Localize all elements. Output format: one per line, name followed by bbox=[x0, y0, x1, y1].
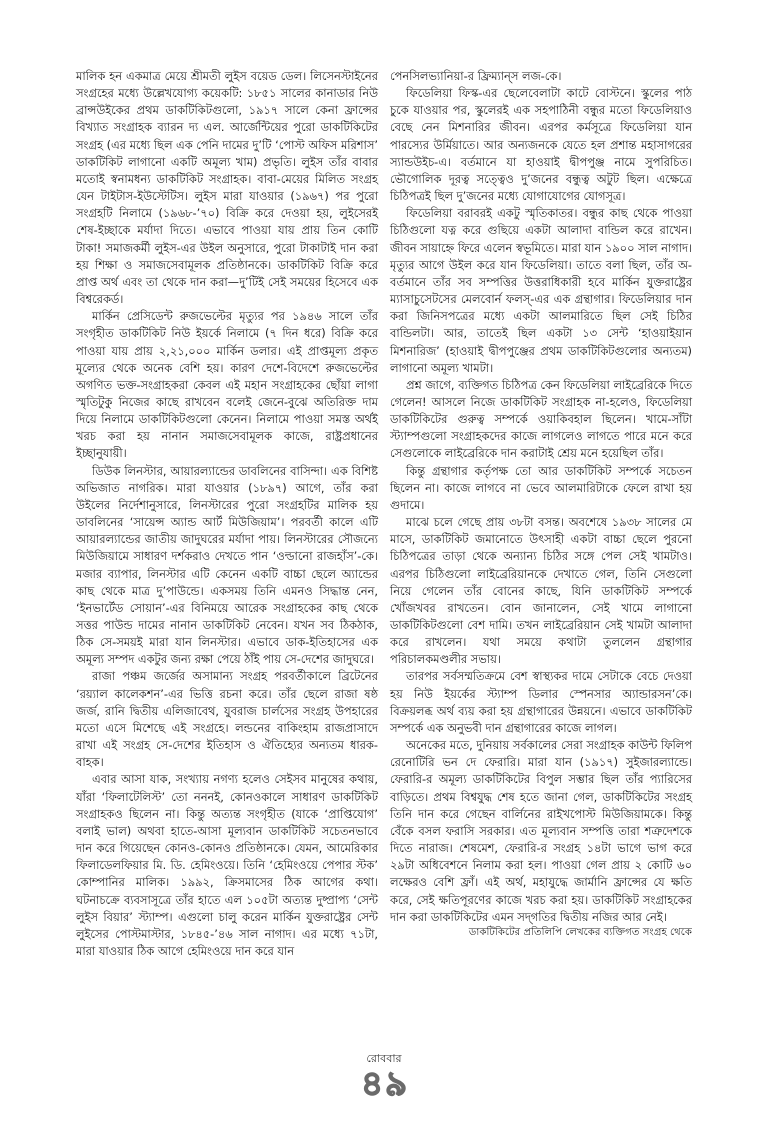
magazine-name: রোববার bbox=[366, 1052, 402, 1065]
article-column-right bbox=[390, 68, 692, 940]
page-number: ৪৯ bbox=[360, 1064, 410, 1104]
article-paragraph: মাঝে চলে গেছে প্রায় ৩৮টা বসন্ত। অবশেষে ১৯৩৮ সালের মে মাসে, ডাকটিকিট জমানোতে উৎসাহী একটা বাচ্চা ছেলে পুরনো চিঠিপত্রের তাড়া থেকে অন্যান্য চিঠির সঙ্গে পেল সেই খামটাও। এরপর চিঠিগুলো লাইব্রেরিয়ানকে দেখাতে গেল, তিনি সেগুলো নিয়ে গেলেন তাঁর বোনের কাছে, যিনি ডাকটিকিট সম্পর্কে খোঁজখবর রাখতেন। বোন জানালেন, সেই খামে লাগানো ডাকটিকিটগুলো বেশ দামি। তখন লাইব্রেরিয়ান সেই খামটা আলাদা করে রাখলেন। যথা সময়ে কথাটা তুললেন গ্রন্থাগার পরিচালকমণ্ডলীর সভায়। bbox=[390, 515, 692, 667]
article-paragraph: অনেকের মতে, দুনিয়ায় সর্বকালের সেরা সংগ্রাহক কাউন্ট ফিলিপ রেনোটিরি ভন দে ফেরারি। মারা যান (১৯১৭) সুইজারল্যান্ডে। ফেরারি-র অমূল্য ডাকটিকিটের বিপুল সম্ভার ছিল তাঁর প্যারিসের বাড়িতে। প্রথম বিশ্বযুদ্ধ শেষ হতে জানা গেল, ডাকটিকিটের সংগ্রহ তিনি দান করে গেছেন বার্লিনের রাইখপোস্ট মিউজিয়ামকে। কিন্তু বেঁকে বসল ফরাসি সরকার। এত মূল্যবান সম্পত্তি তারা শত্রুদেশকে দিতে নারাজ। শেষমেশ, ফেরারি-র সংগ্রহ ১৪টা ভাগে ভাগ করে ২৯টা অধিবেশনে নিলাম করা হল। পাওয়া গেল প্রায় ২ কোটি ৬০ লক্ষেরও বেশি ফ্রাঁ। এই অর্থ, মহাযুদ্ধে জার্মানি ফ্রান্সের যে ক্ষতি করে, সেই ক্ষতিপূরণের কাজে খরচ করা হয়। ডাকটিকিট সংগ্রাহকের দান করা ডাকটিকিটের এমন সদ্‌গতির দ্বিতীয় নজির আর নেই। bbox=[390, 738, 692, 924]
article-paragraph: রাজা পঞ্চম জর্জের অসামান্য সংগ্রহ পরবর্তীকালে ব্রিটেনের ‘রয়্যাল কালেকশন’-এর ভিত্তি রচনা করে। তাঁর ছেলে রাজা ষষ্ঠ জর্জ, রানি দ্বিতীয় এলিজাবেথ, যুবরাজ চার্লসের সংগ্রহ উপহারের মতো এসে মিশেছে এই সংগ্রহে। লন্ডনের বাকিংহাম রাজপ্রাসাদে রাখা এই সংগ্রহ সে-দেশের ইতিহাস ও ঐতিহ্যের অন্যতম ধারক-বাহক। bbox=[76, 669, 378, 770]
article-paragraph: মালিক হন একমাত্র মেয়ে শ্রীমতী লুইস বয়েড ডেল। লিসেনস্টাইনের সংগ্রহের মধ্যে উল্লেখযোগ্য কয়েকটি: ১৮৫১ সালের কানাডার নিউ ব্রান্সউইকের প্রথম ডাকটিকিটগুলো, ১৯১৭ সালে কেনা ফ্রান্সের বিখ্যাত সংগ্রাহক ব্যারন দ্য এল. আর্জেন্টিয়ের পুরো ডাকটিকিটের সংগ্রহ (এর মধ্যে ছিল এক পেনি দামের দু’টি ‘পোস্ট অফিস মরিশাস’ ডাকটিকিট লাগানো একটি অমূল্য খাম) প্রভৃতি। লুইস তাঁর বাবার মতোই স্বনামধন্য ডাকটিকিট সংগ্রাহক। বাবা-মেয়ের মিলিত সংগ্রহ যেন টাইটাস-ইউস্টেটিস। লুইস মারা যাওয়ার (১৯৬৭) পর পুরো সংগ্রহটি নিলামে (১৯৬৮-’৭০) বিক্রি করে দেওয়া হয়, লুইসেরই শেষ-ইচ্ছাকে মর্যাদা দিতে। এভাবে পাওয়া যায় প্রায় তিন কোটি টাকা! সমাজকর্মী লুইস-এর উইল অনুসারে, পুরো টাকাটাই দান করা হয় শিক্ষা ও সমাজসেবামূলক প্রতিষ্ঠানকে। ডাকটিকিট বিক্রি করে প্রাপ্ত অর্থ এবং তা থেকে দান করা—দু’টিই সেই সময়ের হিসেবে এক বিশ্বরেকর্ড। bbox=[76, 69, 378, 307]
article-paragraph: মার্কিন প্রেসিডেন্ট রুজভেল্টের মৃত্যুর পর ১৯৪৬ সালে তাঁর সংগৃহীত ডাকটিকিট নিউ ইয়র্কে নিলামে (৭ দিন ধরে) বিক্রি করে পাওয়া যায় প্রায় ২,২১,০০০ মার্কিন ডলার। এই প্রাপ্তমূল্য প্রকৃত মূল্যের থেকে অনেক বেশি হয়। কারণ দেশে-বিদেশে রুজভেল্টের অগণিত ভক্ত-সংগ্রাহকরা কেবল এই মহান সংগ্রাহকের ছোঁয়া লাগা স্মৃতিটুকু নিজের কাছে রাখবেন বলেই জেনে-বুঝে অতিরিক্ত দাম দিয়ে নিলামে ডাকটিকিটগুলো কেনেন। নিলামে পাওয়া সমস্ত অর্থই খরচ করা হয় নানান সমাজসেবামূলক কাজে, রাষ্ট্রপ্রধানের ইচ্ছানুযায়ী। bbox=[76, 309, 378, 461]
article-paragraph: ফিডেলিয়া ফিস্ক-এর ছেলেবেলাটা কাটে বোস্টনে। স্কুলের পাঠ চুকে যাওয়ার পর, স্কুলেরই এক সহপাঠিনী বন্ধুর মতো ফিডেলিয়াও বেছে নেন মিশনারির জীবন। এরপর কর্মসূত্রে ফিডেলিয়া যান পারস্যের উর্মিয়াতে। আর অন্যজনকে যেতে হল প্রশান্ত মহাসাগরের স্যান্ডউইচ-এ। বর্তমানে যা হাওয়াই দ্বীপপুঞ্জ নামে সুপরিচিত। ভৌগোলিক দূরত্ব সত্ত্বেও দু’জনের বন্ধুত্ব অটুট ছিল। এক্ষেত্রে চিঠিপত্রই ছিল দু’জনের মধ্যে যোগাযোগের যোগসূত্র। bbox=[390, 86, 692, 204]
article-paragraph: ফিডেলিয়া বরাবরই একটু স্মৃতিকাতর। বন্ধুর কাছ থেকে পাওয়া চিঠিগুলো যত্ন করে গুছিয়ে একটা আলাদা বান্ডিল করে রাখেন। জীবন সায়াহ্নে ফিরে এলেন স্বভূমিতে। মারা যান ১৯০০ সাল নাগাদ। মৃত্যুর আগে উইল করে যান ফিডেলিয়া। তাতে বলা ছিল, তাঁর অ-বর্তমানে তাঁর সব সম্পত্তির উত্তরাধিকারী হবে মার্কিন যুক্তরাষ্ট্রের ম্যাসাচুসেটসের মেলবোর্ন ফলস্-এর এক গ্রন্থাগার। ফিডেলিয়ার দান করা জিনিসপত্রের মধ্যে একটা আলমারিতে ছিল সেই চিঠির বান্ডিলটা। আর, তাতেই ছিল একটা ১৩ সেন্ট ‘হাওয়াইয়ান মিশনারিজ’ (হাওয়াই দ্বীপপুঞ্জের প্রথম ডাকটিকিটগুলোর অন্যতম) লাগানো অমূল্য খামটা। bbox=[390, 206, 692, 375]
article-paragraph: প্রশ্ন জাগে, ব্যক্তিগত চিঠিপত্র কেন ফিডেলিয়া লাইব্রেরিকে দিতে গেলেন! আসলে নিজে ডাকটিকিট সংগ্রাহক না-হলেও, ফিডেলিয়া ডাকটিকিটের গুরুত্ব সম্পর্কে ওয়াকিবহাল ছিলেন। খামে-সাঁটা স্ট্যাম্পগুলো সংগ্রাহকদের কাজে লাগলেও লাগতে পারে মনে করে সেগুলোকে লাইব্রেরিকে দান করাটাই শ্রেয় মনে হয়েছিল তাঁর। bbox=[390, 377, 692, 461]
article-column-left bbox=[76, 68, 378, 960]
article-paragraph: পেনসিলভ্যানিয়া-র ফ্রিম্যান্‌স লজ-কে। bbox=[390, 69, 562, 83]
article-paragraph: এবার আসা যাক, সংখ্যায় নগণ্য হলেও সেইসব মানুষের কথায়, যাঁরা ‘ফিলাটেলিস্ট’ তো নননই, কোনওকালে সাধারণ ডাকটিকিট সংগ্রাহকও ছিলেন না। কিন্তু অত্যন্ত সংগৃহীত (যাকে ‘প্রাপ্তিযোগ’ বলাই ভাল) অথবা হাতে-আসা মূল্যবান ডাকটিকিট সচেতনভাবে দান করে গিয়েছেন কোনও-কোনও প্রতিষ্ঠানকে। যেমন, আমেরিকার ফিলাডেলফিয়ার মি. ডি. হেমিংওয়ে। তিনি ‘হেমিংওয়ে পেপার স্টক’ কোম্পানির মালিক। ১৯৯২, ক্রিসমাসের ঠিক আগের কথা। ঘটনাচক্রে ব্যবসাসূত্রে তাঁর হাতে এল ১০৫টা অত্যন্ত দুষ্প্রাপ্য ‘সেন্ট লুইস বিয়ার’ স্ট্যাম্প। এগুলো চালু করেন মার্কিন যুক্তরাষ্ট্রের সেন্ট লুইসের পোস্টমাস্টার, ১৮৪৫-’৪৬ সাল নাগাদ। এর মধ্যে ৭১টা, মারা যাওয়ার ঠিক আগে হেমিংওয়ে দান করে যান bbox=[76, 772, 378, 958]
article-paragraph: তারপর সর্বসম্মতিক্রমে বেশ স্বাস্থ্যকর দামে সেটাকে বেচে দেওয়া হয় নিউ ইয়র্কের স্ট্যাম্প ডিলার স্পেনসার অ্যান্ডারসন’কে। বিক্রয়লব্ধ অর্থ ব্যয় করা হয় গ্রন্থাগারের উন্নয়নে। এভাবে ডাকটিকিট সম্পর্কে এক অনুভবী দান গ্রন্থাগারের কাজে লাগল। bbox=[390, 669, 692, 735]
article-paragraph: ডিউক লিনস্টার, আয়ারল্যান্ডের ডাবলিনের বাসিন্দা। এক বিশিষ্ট অভিজাত নাগরিক। মারা যাওয়ার (১৮৯৭) আগে, তাঁর করা উইলের নির্দেশানুসারে, লিনস্টারের পুরো সংগ্রহটির মালিক হয় ডাবলিনের ‘সায়েন্স অ্যান্ড আর্ট মিউজিয়াম’। পরবর্তী কালে এটি আয়ারল্যান্ডের জাতীয় জাদুঘরের মর্যাদা পায়। লিনস্টারের সৌজন্যে মিউজিয়ামে সাধারণ দর্শকরাও দেখতে পান ‘ওল্ডানো রাজহাঁস’-কে। মজার ব্যাপার, লিনস্টার এটি কেনেন একটি বাচ্চা ছেলে অ্যান্ডের কাছ থেকে মাত্র দু’পাউন্ডে। একসময় তিনি এমনও সিদ্ধান্ত নেন, ‘ইনভার্টেড সোয়ান’-এর বিনিময়ে আরেক সংগ্রাহকের কাছ থেকে সত্তর পাউন্ড দামের নানান ডাকটিকিট নেবেন। যখন সব ঠিকঠাক, ঠিক সে-সময়ই মারা যান লিনস্টার। এভাবে ডাক-ইতিহাসের এক অমূল্য সম্পদ একটুর জন্য রক্ষা পেয়ে ঠাঁই পায় সে-দেশের জাদুঘরে। bbox=[76, 463, 378, 667]
article-paragraph: কিন্তু গ্রন্থাগার কর্তৃপক্ষ তো আর ডাকটিকিট সম্পর্কে সচেতন ছিলেন না। কাজে লাগবে না ভেবে আলমারিটাকে ফেলে রাখা হয় গুদামে। bbox=[390, 463, 692, 512]
image-credit-caption: ডাকটিকিটের প্রতিলিপি লেখকের ব্যক্তিগত সংগ্রহ থেকে bbox=[468, 926, 692, 938]
